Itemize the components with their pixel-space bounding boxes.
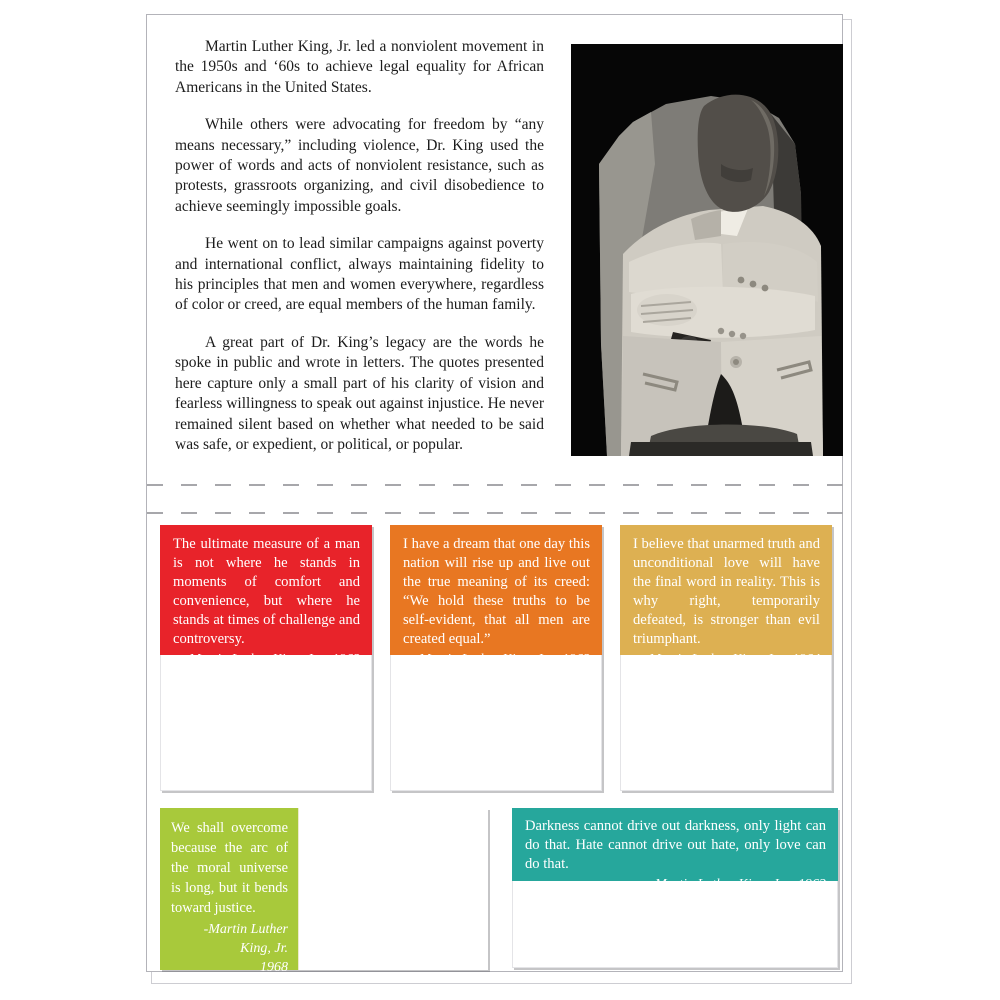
card-blank-area xyxy=(298,808,488,970)
attribution-line-1: -Martin Luther xyxy=(203,922,288,937)
intro-text-block xyxy=(175,37,544,472)
card-blank-area xyxy=(160,655,372,791)
quote-text: We shall overcome because the arc of the moral universe is long, but it bends toward justice. xyxy=(171,820,288,916)
quote-card-green xyxy=(160,808,488,975)
perforation-line-bottom xyxy=(147,512,844,514)
quote-card-orange xyxy=(390,525,602,791)
quote-attribution: -Martin Luther King, Jr. • 1963 xyxy=(414,652,590,667)
perforation-line-top xyxy=(147,484,844,486)
quote-text: I have a dream that one day this nation will rise up and live out the true meaning of its creed: “We hold these truths to be self-evident, that all men are created equal.” xyxy=(403,536,590,647)
quote-block-green xyxy=(160,808,298,975)
quote-text: The ultimate measure of a man is not where he stands in moments of comfort and convenience, but where he stands at times of challenge and controversy. xyxy=(173,536,360,647)
quote-text: Darkness cannot drive out darkness, only light can do that. Hate cannot drive out hate, only love can do that. xyxy=(525,818,826,872)
intro-paragraph-1: Martin Luther King, Jr. led a nonviolent movement in the 1950s and ‘60s to achieve legal equality for African Americans in the United States. xyxy=(175,38,544,96)
quote-text: I believe that unarmed truth and unconditional love will have the final word in reality. This is why right, temporarily defeated, is stronger than evil triumphant. xyxy=(633,536,820,647)
card-blank-area xyxy=(620,655,832,791)
card-blank-area xyxy=(390,655,602,791)
quote-card-gold xyxy=(620,525,832,791)
flyer-page xyxy=(146,14,843,975)
card-blank-area xyxy=(512,881,838,968)
quote-card-teal xyxy=(512,808,838,968)
quote-card-red xyxy=(160,525,372,791)
quote-block-teal xyxy=(512,808,838,892)
quote-block-gold xyxy=(620,525,832,667)
attribution-line-3: 1968 xyxy=(260,960,288,975)
mlk-memorial-photo xyxy=(571,44,843,456)
attribution-line-2: King, Jr. xyxy=(240,941,288,956)
intro-paragraph-4: A great part of Dr. King’s legacy are the words he spoke in public and wrote in letters. The quotes presented here capture only a small part of his clarity of vision and fearless willingness to speak out against injustice. He never remained silent based on whether what needed to be said was safe, or expedient, or political, or popular. xyxy=(175,333,544,453)
quote-attribution: -Martin Luther King, Jr. • 1963 xyxy=(184,652,360,667)
quote-attribution xyxy=(160,918,298,977)
mlk-statue-illustration xyxy=(571,44,843,456)
quote-block-orange xyxy=(390,525,602,667)
quote-block-red xyxy=(160,525,372,667)
quote-attribution: -Martin Luther King, Jr. • 1964 xyxy=(644,652,820,667)
quote-attribution: -Martin Luther King, Jr. • 1963 xyxy=(650,877,826,892)
intro-paragraph-2: While others were advocating for freedom by “any means necessary,” including violence, Dr. King used the power of words and acts of nonviolent resistance, such as protests, grassroots organizing, and civil disobedience to achieve seemingly impossible goals. xyxy=(175,116,544,215)
intro-paragraph-3: He went on to lead similar campaigns against poverty and international conflict, always maintaining fidelity to his principles that men and women everywhere, regardless of color or creed, are equal members of the human family. xyxy=(175,235,544,314)
